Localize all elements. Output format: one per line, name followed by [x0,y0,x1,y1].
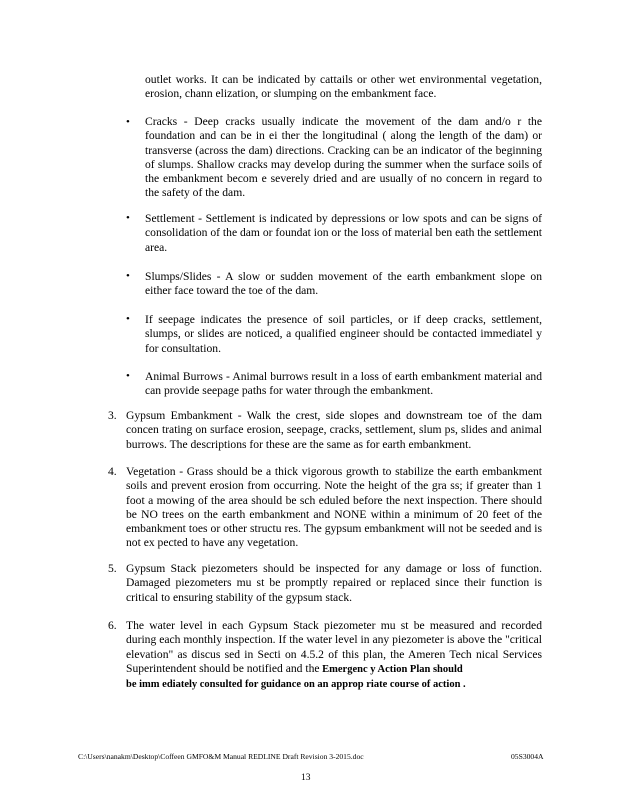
bullet-marker: • [126,370,130,382]
bullet-marker: • [126,116,130,128]
item-number: 4. [108,465,117,478]
intro-paragraph: outlet works. It can be indicated by cattails or other wet environmental vegetation, erosion, chann elization, or slumping on the embankment face. [145,73,542,101]
bullet-settlement: Settlement - Settlement is indicated by depressions or low spots and can be signs of consolidation of the dam or foundat ion or the loss of material ben eath the settlement area. [145,212,542,254]
footer-document-code: 05S3004A [511,752,544,761]
bullet-slumps-slides: Slumps/Slides - A slow or sudden movement of the earth embankment slope on either face toward the toe of the dam. [145,270,542,298]
bullet-animal-burrows: Animal Burrows - Animal burrows result in a loss of earth embankment material and can provide seepage paths for water through the embankment. [145,370,542,398]
bullet-cracks: Cracks - Deep cracks usually indicate the movement of the dam and/o r the foundation and can be in ei ther the longitudinal ( along the length of the dam) or transverse (across the dam) directions. Cracking can be an indicator of the beginning of slumps. Shallow cracks may develop during the summer when the surface soils of the embankment becom e severely dried and are usually of no concern in regard to the safety of the dam. [145,115,542,200]
bullet-marker: • [126,313,130,325]
bullet-marker: • [126,212,130,224]
item-number: 6. [108,619,117,632]
item-vegetation: Vegetation - Grass should be a thick vigorous growth to stabilize the earth embankment soils and prevent erosion from occurring. Note the height of the gra ss; if greater than 1 foot a mowing of the area should be sch eduled before the next inspection. There should be NO trees on the earth embankment and NONE within a minimum of 20 feet of the embankment toes or other structu res. The gypsum embankment will not be seeded and is not ex pected to have any vegetation. [126,465,542,550]
footer-file-path: C:\Users\nanakm\Desktop\Coffeen GMFO&M Manual REDLINE Draft Revision 3-2015.doc [78,752,364,761]
item-piezometers-inspection: Gypsum Stack piezometers should be inspected for any damage or loss of function. Damaged piezometers mu st be promptly repaired or replaced since their function is critical to ensuring stability of the gypsum stack. [126,562,542,604]
item-number: 5. [108,562,117,575]
emergency-action-plan-text: Emergenc y Action Plan should [319,663,463,675]
item-water-level [126,619,542,692]
item-gypsum-embankment: Gypsum Embankment - Walk the crest, side slopes and downstream toe of the dam concen trating on surface erosion, seepage, cracks, settlement, slum ps, slides and animal burrows. The descriptions for these are the same as for earth embankment. [126,409,542,451]
bullet-marker: • [126,270,130,282]
bullet-seepage: If seepage indicates the presence of soil particles, or if deep cracks, settlement, slumps, or slides are noticed, a qualified engineer should be contacted immediatel y for consultation. [145,313,542,355]
page-number: 13 [301,773,311,783]
item-number: 3. [108,409,117,422]
item-water-level-text: The water level in each Gypsum Stack piezometer mu st be measured and recorded during each monthly inspection. If the water level in any piezometer is above the "critical elevation" as discus sed in Secti on 4.5.2 of this plan, the Ameren Tech nical Services Superintendent should be notified and the [126,619,542,675]
consult-guidance-text: be imm ediately consulted for guidance on an approp riate course of action . [126,679,466,691]
